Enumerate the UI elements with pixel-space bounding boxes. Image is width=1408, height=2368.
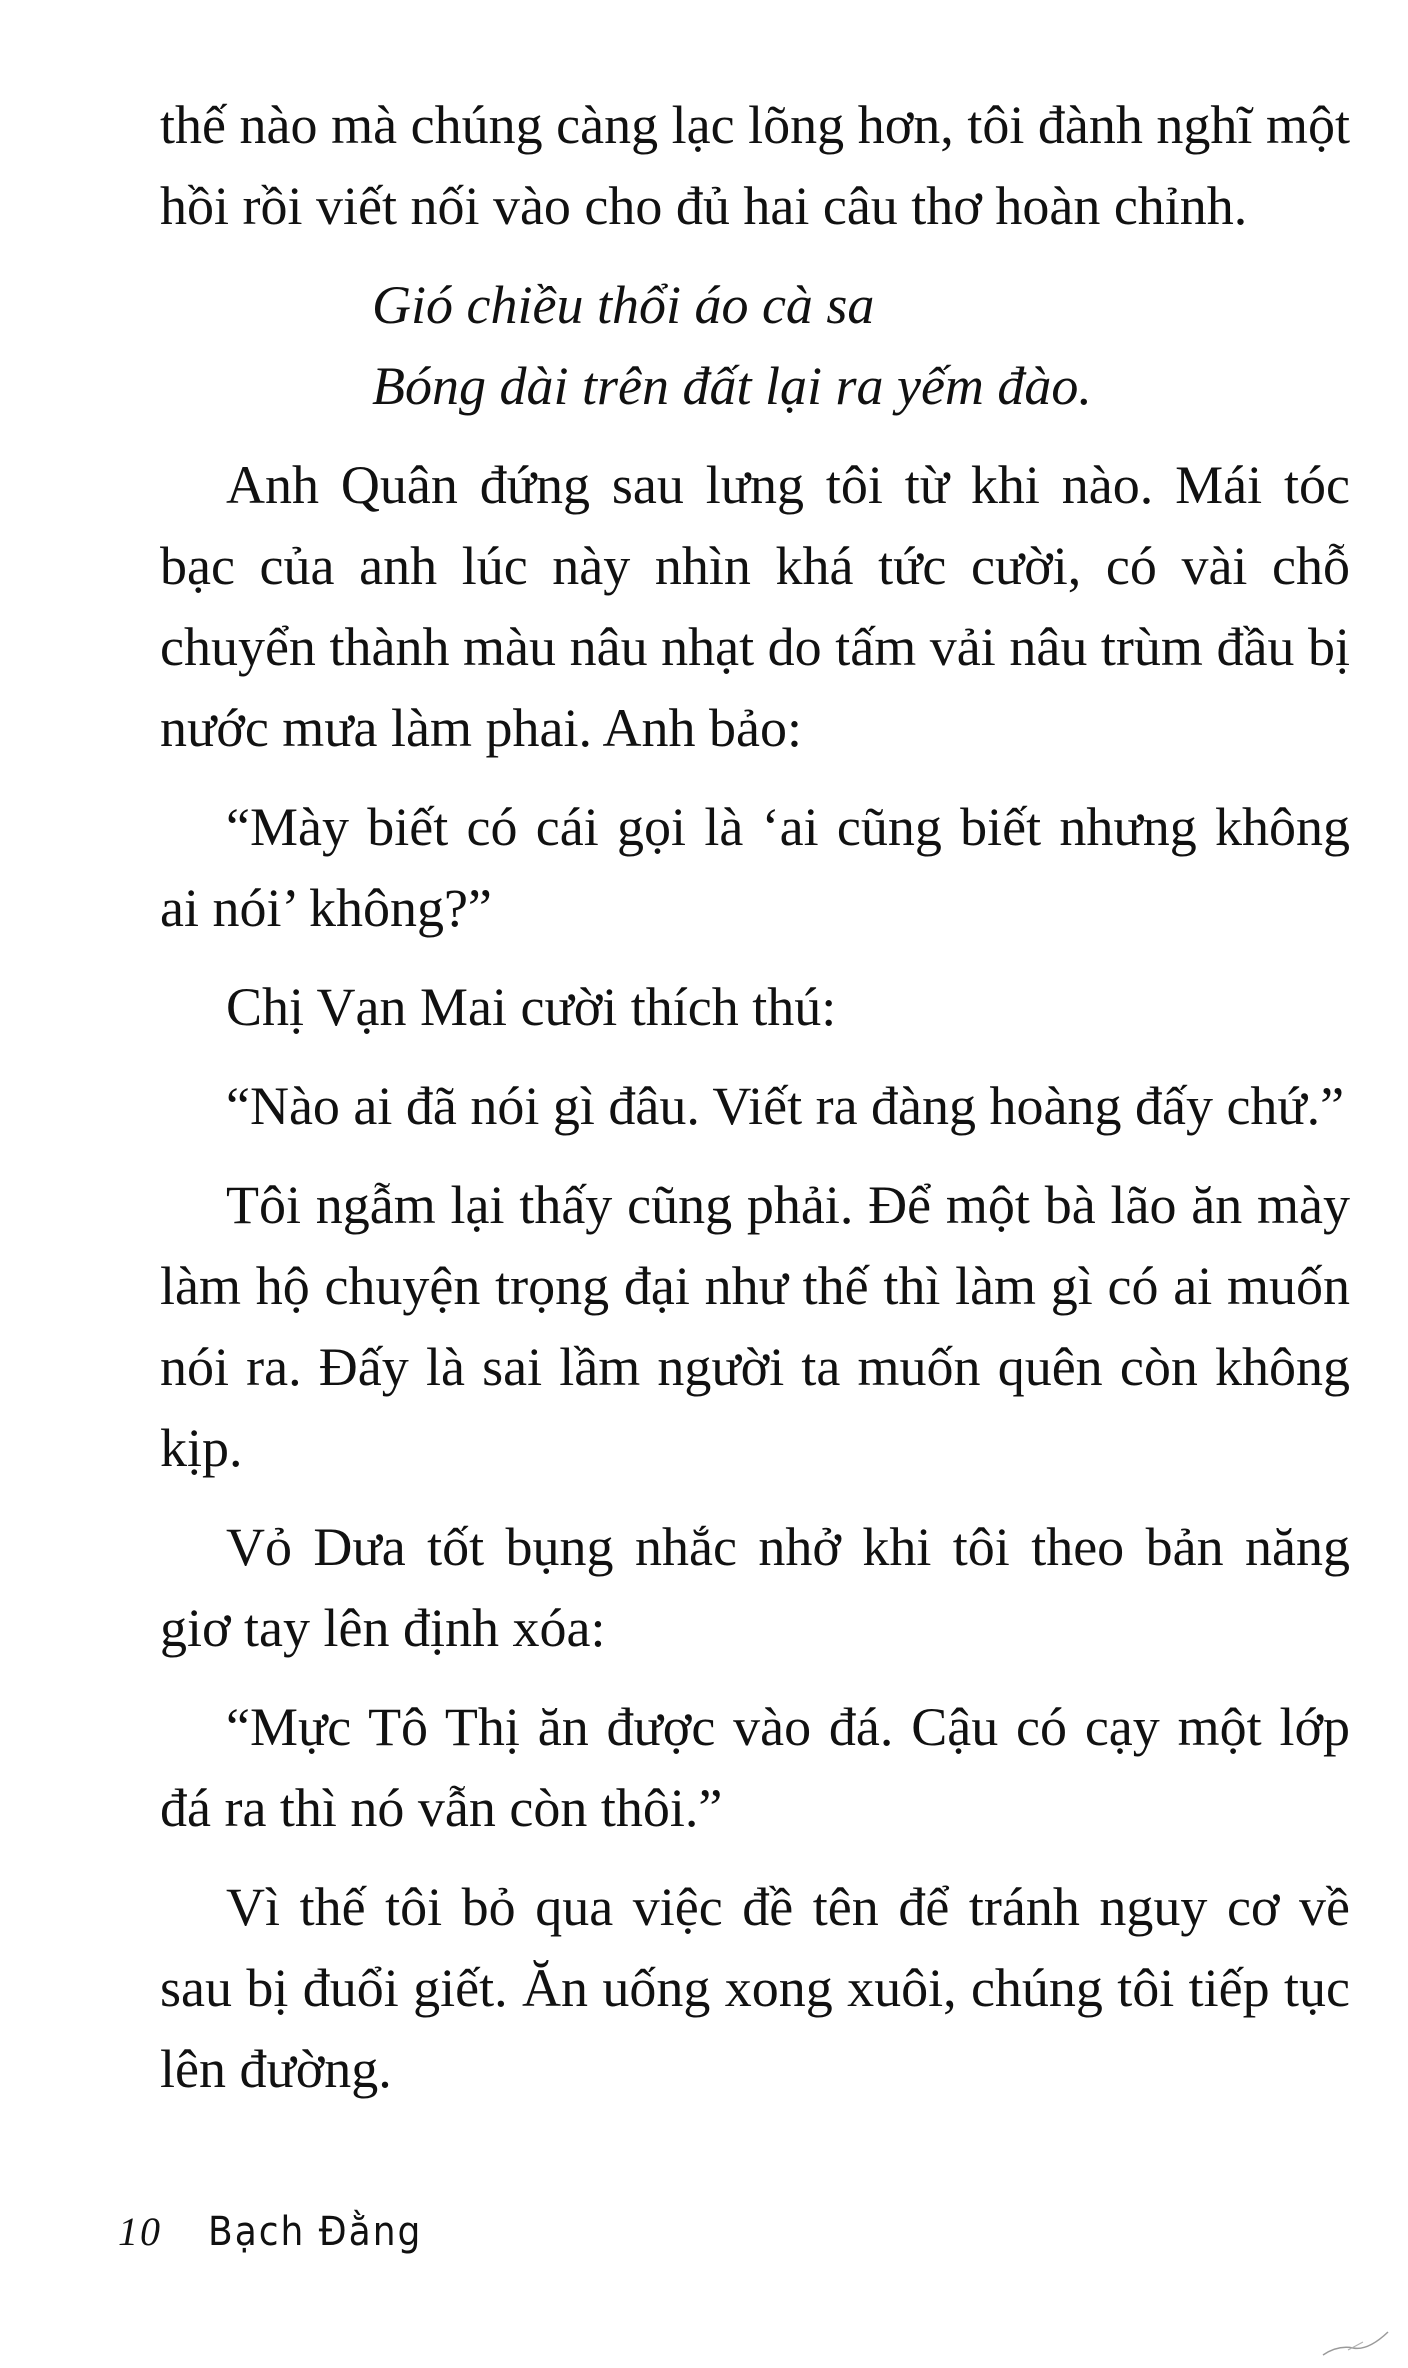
paragraph-van-mai: Chị Vạn Mai cười thích thú:	[226, 977, 837, 1037]
verse-line-1: Gió chiều thổi áo cà sa	[372, 275, 875, 335]
dialogue-van-mai: “Nào ai đã nói gì đâu. Viết ra đàng hoàng đấy chứ.”	[226, 1076, 1345, 1136]
dialogue-vo-dua: “Mực Tô Thị ăn được vào đá. Cậu có cạy một lớp đá ra thì nó vẫn còn thôi.”	[160, 1697, 1350, 1838]
paragraph-reflection: Tôi ngẫm lại thấy cũng phải. Để một bà lão ăn mày làm hộ chuyện trọng đại như thế thì làm gì có ai muốn nói ra. Đấy là sai lầm người ta muốn quên còn không kịp.	[160, 1175, 1350, 1478]
paragraph-continuation: thế nào mà chúng càng lạc lõng hơn, tôi đành nghĩ một hồi rồi viết nối vào cho đủ hai câu thơ hoàn chỉnh.	[160, 95, 1350, 236]
verse-line-2: Bóng dài trên đất lại ra yếm đào.	[372, 356, 1092, 416]
body-text	[160, 85, 1350, 2110]
page-number: 10	[118, 2209, 162, 2254]
paragraph-departure: Vì thế tôi bỏ qua việc đề tên để tránh nguy cơ về sau bị đuổi giết. Ăn uống xong xuôi, chúng tôi tiếp tục lên đường.	[160, 1877, 1350, 2099]
book-title: Bạch Đằng	[208, 2209, 423, 2255]
page-footer	[118, 2208, 422, 2255]
paragraph-anh-quan: Anh Quân đứng sau lưng tôi từ khi nào. Mái tóc bạc của anh lúc này nhìn khá tức cười, có vài chỗ chuyển thành màu nâu nhạt do tấm vải nâu trùm đầu bị nước mưa làm phai. Anh bảo:	[160, 455, 1350, 758]
paragraph-vo-dua: Vỏ Dưa tốt bụng nhắc nhở khi tôi theo bản năng giơ tay lên định xóa:	[160, 1517, 1350, 1658]
pencil-mark-icon	[1318, 2320, 1398, 2360]
dialogue-anh-quan: “Mày biết có cái gọi là ‘ai cũng biết nhưng không ai nói’ không?”	[160, 797, 1350, 938]
